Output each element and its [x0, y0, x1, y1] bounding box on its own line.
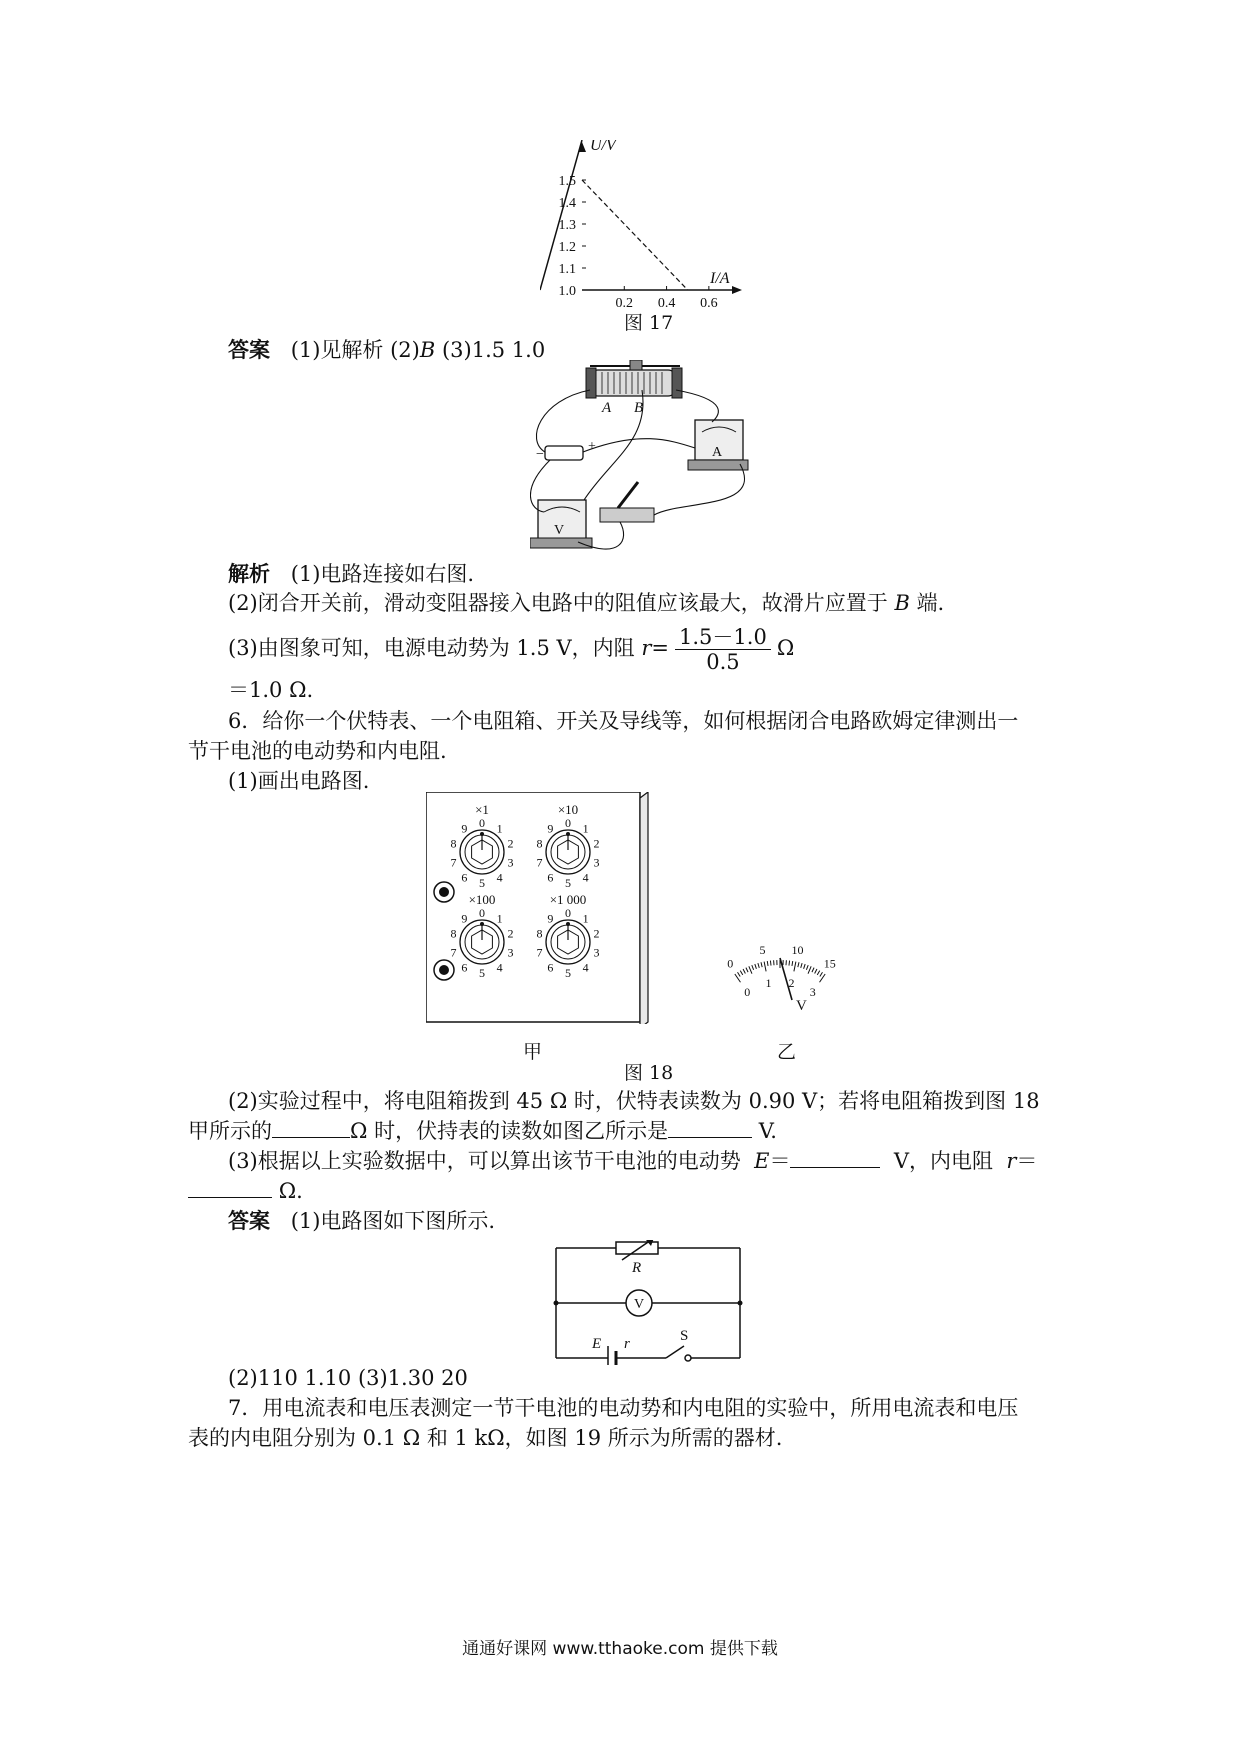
meter-tick: [749, 966, 752, 973]
q6-eq-2: ＝: [1016, 1149, 1038, 1173]
dial-digit: 9: [547, 821, 554, 836]
x-tick-label: 0.6: [700, 296, 718, 310]
dial-digit: 4: [582, 960, 589, 975]
terminal-b-label: B: [634, 400, 644, 416]
dial-digit: 1: [582, 911, 589, 926]
analysis-label: 解析: [228, 562, 270, 586]
label-yi: 乙: [777, 1041, 797, 1063]
dial-digit: 5: [479, 966, 485, 980]
switch-illustration: [600, 482, 654, 522]
analysis-line-3: [228, 622, 794, 674]
answer-6-text: (1)电路图如下图所示.: [290, 1209, 496, 1233]
q7-line-2: 表的内电阻分别为 0.1 Ω 和 1 kΩ，如图 19 所示为所需的器材.: [188, 1426, 783, 1450]
meter-tick: [761, 962, 762, 967]
voltmeter-illustration: [530, 500, 592, 548]
dial-digit: 7: [450, 855, 457, 870]
switch-label: S: [680, 1328, 689, 1344]
analysis-line-4: ＝1.0 Ω.: [228, 678, 314, 702]
analysis-text-3a: (3)由图象可知，电源电动势为 1.5 V，内阻: [228, 636, 635, 660]
blank-voltage[interactable]: [668, 1117, 752, 1138]
y-tick-label: 1.3: [558, 218, 576, 233]
dial-pointer-dot: [566, 832, 570, 836]
circuit-connection-figure: [530, 360, 750, 565]
meter-bottom-label: 2: [788, 976, 795, 991]
meter-tick: [808, 966, 811, 973]
dial-digit: 5: [565, 966, 571, 980]
dial-digit: 3: [507, 855, 514, 870]
dial-digit: 6: [461, 870, 468, 885]
answer-label: 答案: [228, 338, 270, 362]
meter-tick: [817, 971, 819, 975]
q6-emf-symbol: E: [754, 1149, 770, 1173]
meter-top-label: 15: [823, 956, 836, 971]
meter-tick: [815, 969, 817, 973]
dial-digit: 2: [507, 836, 514, 851]
analysis-text-2c: 端.: [916, 591, 945, 615]
answer-6: [228, 1207, 495, 1235]
analysis-text-1: (1)电路连接如右图.: [290, 562, 475, 586]
meter-tick: [812, 968, 814, 973]
q6-sub-2b-text: 甲所示的: [188, 1119, 272, 1143]
x-axis-arrow: [732, 286, 742, 294]
answer-label-2: 答案: [228, 1209, 270, 1233]
dial-digit: 7: [536, 945, 543, 960]
dial-digit: 7: [450, 945, 457, 960]
meter-tick: [758, 963, 759, 968]
meter-tick: [764, 962, 766, 972]
blank-emf[interactable]: [790, 1147, 880, 1168]
q6-line-1: 6．给你一个伏特表、一个电阻箱、开关及导线等，如何根据闭合电路欧姆定律测出一: [228, 709, 1019, 733]
q6-sub-3e-text: Ω.: [278, 1179, 303, 1203]
dial-digit: 9: [461, 911, 468, 926]
analysis-text-2b: B: [894, 591, 910, 615]
fraction-denominator: 0.5: [706, 650, 740, 674]
label-jia: 甲: [523, 1041, 543, 1063]
blank-resistance[interactable]: [272, 1117, 350, 1138]
circuit-schematic: [550, 1240, 750, 1365]
meter-top-label: 5: [759, 942, 766, 957]
dial-digit: 9: [547, 911, 554, 926]
y-tick-label: 1.0: [558, 284, 576, 299]
dial-digit: 8: [536, 926, 543, 941]
fraction: [675, 625, 771, 674]
ammeter-label: A: [712, 445, 723, 460]
q6-sub-3a: [228, 1147, 1037, 1175]
dial-digit: 3: [593, 855, 600, 870]
dial-digit: 5: [565, 876, 571, 890]
dial-pointer-dot: [480, 832, 484, 836]
x-tick-label: 0.2: [615, 296, 634, 310]
dial-digit: 6: [547, 870, 554, 885]
meter-tick: [792, 961, 793, 966]
q6-sub-2a: (2)实验过程中，将电阻箱拨到 45 Ω 时，伏特表读数为 0.90 V；若将电阻箱拨到图 18: [228, 1089, 1040, 1113]
meter-bottom-label: 1: [765, 976, 772, 991]
dial-digit: 9: [461, 821, 468, 836]
ammeter-illustration: [688, 420, 748, 470]
answer-6-line-2: (2)110 1.10 (3)1.30 20: [228, 1366, 468, 1390]
page-footer: 通通好课网 www.tthaoke.com 提供下载: [462, 1639, 778, 1659]
meter-tick: [740, 971, 742, 975]
voltmeter-symbol-label: V: [634, 1297, 645, 1312]
meter-tick: [743, 969, 745, 973]
analysis-unit: Ω: [776, 636, 795, 660]
answer-5-text-2: (3)1.5 1.0: [435, 338, 546, 362]
y-tick-label: 1.4: [558, 196, 576, 211]
meter-tick: [820, 972, 823, 976]
dial-digit: 2: [593, 836, 600, 851]
terminal-a-label: A: [602, 400, 612, 416]
dial-multiplier-label: ×10: [557, 802, 579, 817]
q6-sub-3b: [188, 1177, 303, 1205]
dial-digit: 3: [593, 945, 600, 960]
q6-eq-1: ＝: [769, 1149, 791, 1173]
rheostat-illustration: [586, 360, 682, 398]
dial-multiplier-label: ×1 000: [549, 892, 587, 907]
dial-digit: 0: [479, 906, 485, 920]
dial-digit: 7: [536, 855, 543, 870]
q6-sub-2c-text: Ω 时，伏持表的读数如图乙所示是: [350, 1119, 669, 1143]
meter-tick: [755, 964, 757, 969]
meter-top-label: 0: [727, 956, 734, 971]
battery-plus: +: [588, 439, 596, 454]
answer-5-b: B: [419, 338, 436, 362]
dial-digit: 6: [547, 960, 554, 975]
dial-digit: 6: [461, 960, 468, 975]
meter-unit: V: [796, 998, 807, 1014]
q6-sub-3c-text: V，内电阻: [893, 1149, 993, 1173]
dial-digit: 0: [565, 816, 571, 830]
meter-tick: [798, 962, 799, 967]
analysis-text-2a: (2)闭合开关前，滑动变阻器接入电路中的阻值应该最大，故滑片应置于: [228, 591, 888, 615]
analysis-line-2: [228, 589, 944, 617]
analysis-r: r: [641, 636, 652, 660]
dial-digit: 1: [582, 821, 589, 836]
q6-sub-1: (1)画出电路图.: [228, 769, 370, 793]
terminal-bottom: [434, 960, 454, 980]
y-tick-label: 1.1: [558, 262, 576, 277]
blank-internal-resistance[interactable]: [188, 1177, 272, 1198]
resistor-label: R: [632, 1260, 642, 1276]
q6-sub-2d-text: V.: [758, 1119, 777, 1143]
dial-digit: 1: [496, 821, 503, 836]
meter-tick: [770, 961, 771, 966]
dial-digit: 2: [593, 926, 600, 941]
meter-tick: [804, 964, 806, 969]
dial-digit: 4: [582, 870, 589, 885]
dial-multiplier-label: ×100: [468, 892, 496, 907]
figure-17-caption: 图 17: [624, 312, 674, 334]
meter-tick: [789, 961, 790, 966]
meter-bottom-label: 3: [809, 985, 816, 1000]
figure-17-chart: [540, 140, 750, 310]
meter-tick: [767, 961, 768, 966]
q6-r-symbol: r: [1006, 1149, 1017, 1173]
fraction-numerator: 1.5－1.0: [675, 625, 771, 650]
y-tick-label: 1.2: [558, 240, 576, 255]
answer-5: [228, 336, 545, 364]
figure-18-caption: 图 18: [624, 1062, 674, 1084]
terminal-top: [434, 882, 454, 902]
dial-digit: 2: [507, 926, 514, 941]
meter-tick: [738, 972, 741, 976]
dial-digit: 4: [496, 960, 503, 975]
answer-5-text-1: (1)见解析 (2): [290, 338, 420, 362]
dial-digit: 8: [450, 926, 457, 941]
battery-minus: −: [536, 447, 544, 462]
voltmeter-label: V: [554, 523, 565, 538]
analysis-eq: =: [651, 636, 670, 660]
dial-digit: 4: [496, 870, 503, 885]
dial-pointer-dot: [480, 922, 484, 926]
meter-top-label: 10: [791, 942, 804, 957]
q7-line-1: 7．用电流表和电压表测定一节干电池的电动势和内电阻的实验中，所用电流表和电压: [228, 1396, 1019, 1420]
q6-line-2: 节干电池的电动势和内电阻.: [188, 739, 447, 763]
q6-sub-3a-text: (3)根据以上实验数据中，可以算出该节干电池的电动势: [228, 1149, 741, 1173]
meter-tick: [746, 968, 748, 973]
dial-digit: 1: [496, 911, 503, 926]
y-axis-label: U/V: [590, 140, 616, 154]
meter-tick: [806, 965, 808, 970]
meter-tick: [794, 962, 796, 972]
dial-digit: 5: [479, 876, 485, 890]
y-axis-arrow: [578, 142, 586, 152]
dial-digit: 0: [565, 906, 571, 920]
dial-digit: 3: [507, 945, 514, 960]
dial-digit: 8: [450, 836, 457, 851]
dial-pointer-dot: [566, 922, 570, 926]
meter-tick: [801, 963, 802, 968]
series-line: [582, 180, 688, 290]
dial-digit: 8: [536, 836, 543, 851]
dial-multiplier-label: ×1: [475, 802, 489, 817]
x-tick-label: 0.4: [657, 296, 676, 310]
internal-r-label: r: [624, 1336, 630, 1352]
emf-label: E: [592, 1336, 602, 1352]
analysis-line-1: [228, 560, 474, 588]
q6-sub-2b: [188, 1117, 777, 1145]
voltmeter-scale-figure: [700, 920, 870, 1020]
meter-tick: [752, 965, 754, 970]
x-axis-label: I/A: [710, 270, 730, 287]
y-tick-label: 1.5: [558, 174, 576, 189]
resistance-box-figure: [426, 792, 650, 1024]
meter-bottom-label: 0: [744, 985, 751, 1000]
dial-digit: 0: [479, 816, 485, 830]
